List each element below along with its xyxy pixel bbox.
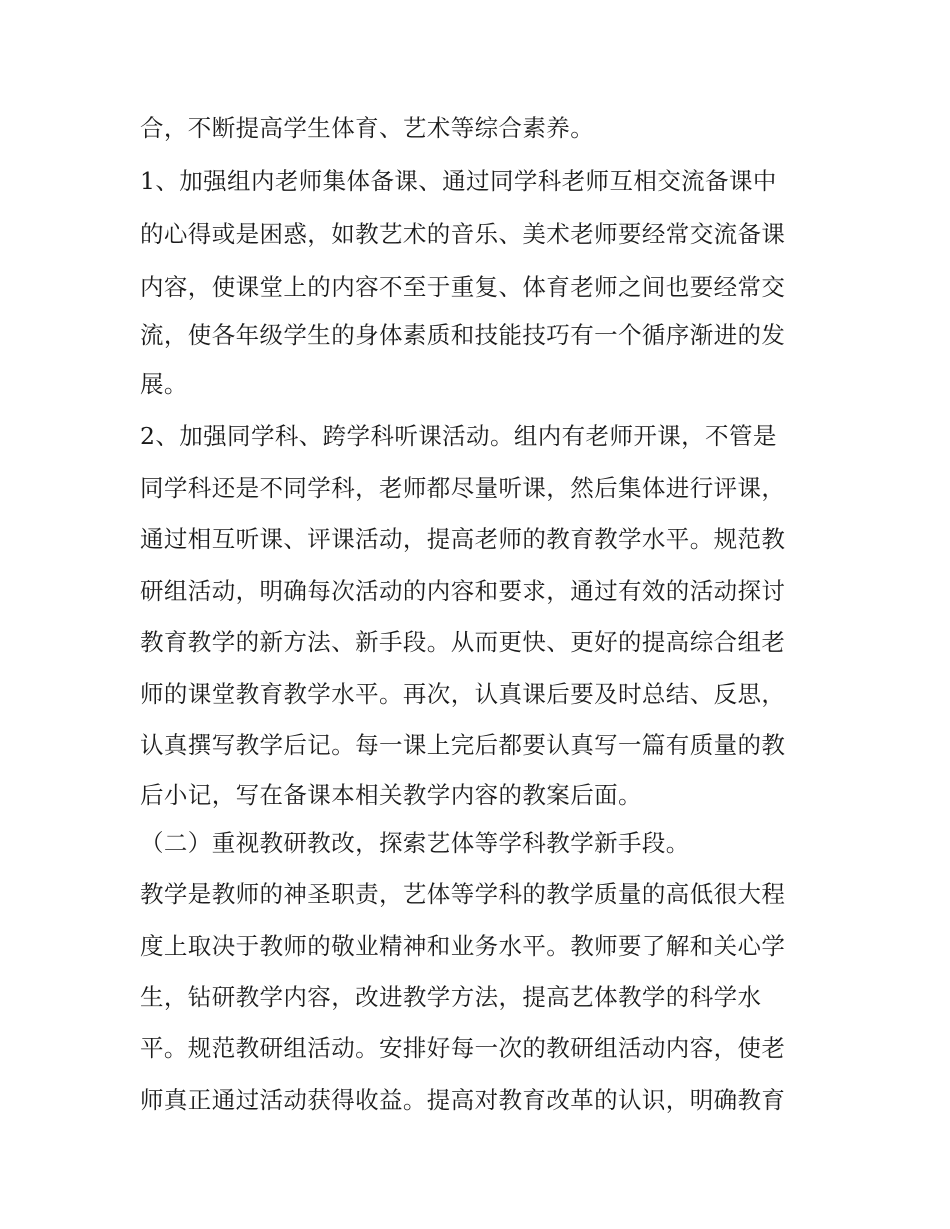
text-line: 后小记，写在备课本相关教学内容的教案后面。: [140, 781, 642, 809]
text-line: 合，不断提高学生体育、艺术等综合素养。: [140, 114, 595, 142]
section-heading: （二）重视教研教改，探索艺体等学科教学新手段。: [140, 829, 690, 857]
text-line: 生，钻研教学内容，改进教学方法，提高艺体教学的科学水: [140, 983, 762, 1011]
text-line: 平。规范教研组活动。安排好每一次的教研组活动内容，使老: [140, 1034, 786, 1062]
text-line: 研组活动，明确每次活动的内容和要求，通过有效的活动探讨: [140, 577, 786, 605]
text-line: 师的课堂教育教学水平。再次，认真课后要及时总结、反思，: [140, 680, 786, 708]
text-line: 1、加强组内老师集体备课、通过同学科老师互相交流备课中: [140, 167, 777, 195]
text-line: 内容，使课堂上的内容不至于重复、体育老师之间也要经常交: [140, 273, 786, 301]
text-line: 通过相互听课、评课活动，提高老师的教育教学水平。规范教: [140, 525, 786, 553]
text-line: 教育教学的新方法、新手段。从而更快、更好的提高综合组老: [140, 628, 786, 656]
text-line: 度上取决于教师的敬业精神和业务水平。教师要了解和关心学: [140, 932, 786, 960]
text-line: 教学是教师的神圣职责，艺体等学科的教学质量的高低很大程: [140, 880, 786, 908]
text-line: 2、加强同学科、跨学科听课活动。组内有老师开课，不管是: [140, 422, 777, 450]
text-line: 流，使各年级学生的身体素质和技能技巧有一个循序渐进的发: [140, 321, 786, 349]
text-line: 同学科还是不同学科，老师都尽量听课，然后集体进行评课，: [140, 474, 786, 502]
text-line: 展。: [140, 370, 188, 398]
text-line: 认真撰写教学后记。每一课上完后都要认真写一篇有质量的教: [140, 731, 786, 759]
text-line: 的心得或是困惑，如教艺术的音乐、美术老师要经常交流备课: [140, 220, 786, 248]
text-line: 师真正通过活动获得收益。提高对教育改革的认识，明确教育: [140, 1086, 786, 1114]
